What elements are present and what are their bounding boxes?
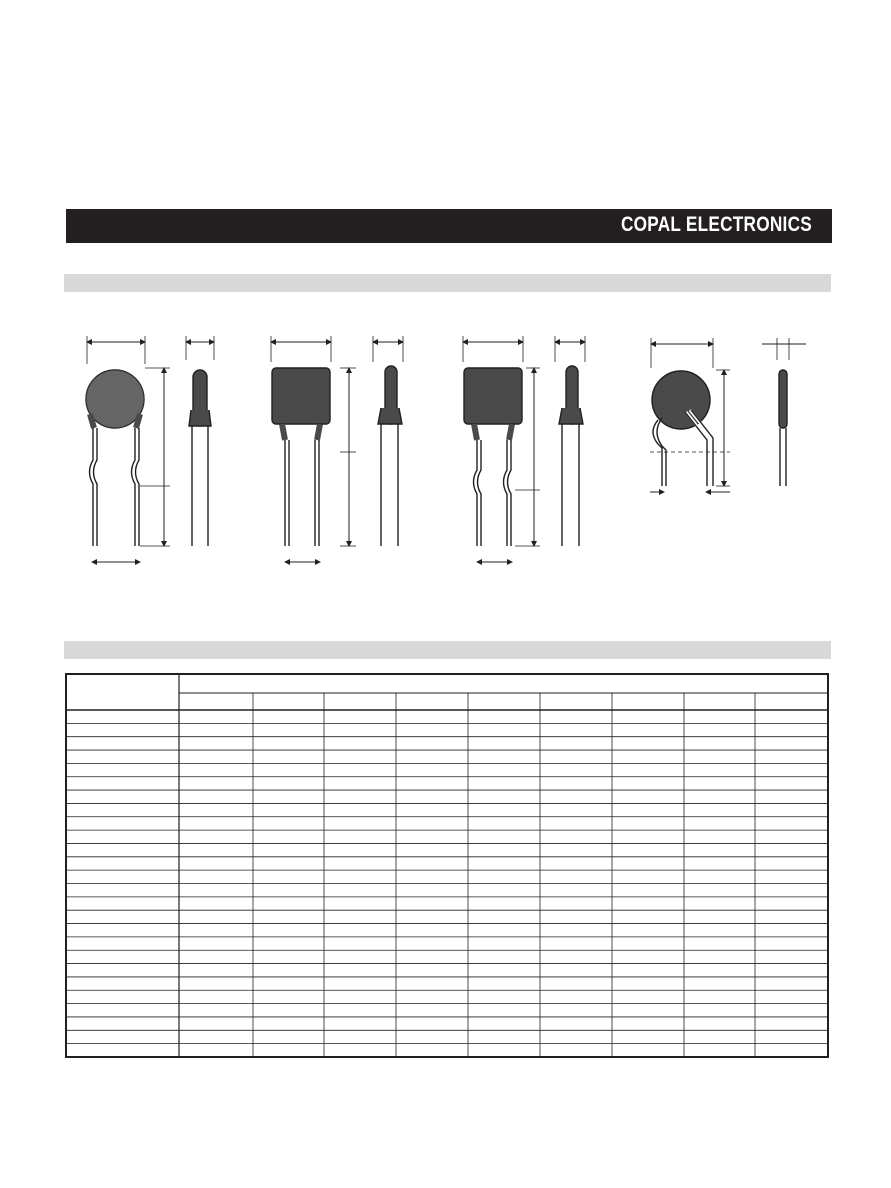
drawing-disc-kinked-side bbox=[186, 336, 214, 546]
drawing-disc-bent-front bbox=[650, 338, 730, 492]
dimension-drawings bbox=[0, 300, 891, 600]
drawing-rect-straight-side bbox=[373, 336, 403, 546]
drawing-disc-kinked-front bbox=[86, 336, 170, 562]
brand-header-bar bbox=[66, 209, 832, 243]
drawing-disc-bent-side bbox=[762, 338, 806, 486]
specifications-section-bar bbox=[64, 641, 831, 659]
drawing-rect-kinked-front bbox=[463, 336, 540, 562]
drawing-rect-kinked-side bbox=[555, 336, 585, 546]
table-frame bbox=[66, 674, 828, 1057]
dimensions-section-bar bbox=[64, 274, 831, 292]
drawing-rect-straight-front bbox=[271, 336, 356, 562]
specifications-table bbox=[0, 668, 891, 1068]
brand-name: COPAL ELECTRONICS bbox=[620, 213, 812, 236]
